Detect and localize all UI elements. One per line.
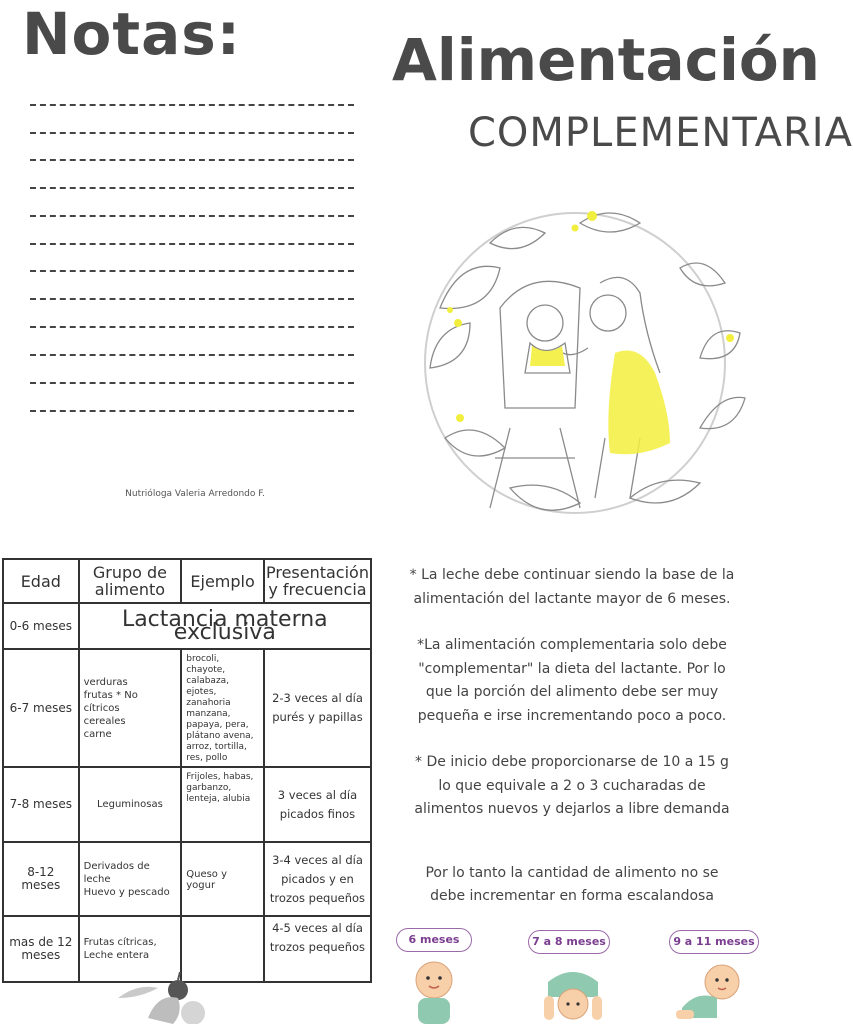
column-header: Edad: [3, 559, 79, 603]
column-header: Grupo de alimento: [79, 559, 182, 603]
table-row: [3, 649, 371, 767]
food-group-item: Frutas cítricas,: [83, 937, 157, 948]
crawling-baby-icon: [538, 962, 608, 1024]
age-badge-7-8-months: 7 a 8 meses: [528, 930, 610, 954]
note-line: [30, 215, 354, 217]
age-badge-6-months: 6 meses: [396, 928, 472, 952]
crawling-baby-icon: [672, 958, 748, 1024]
age-cell: 0-6 meses: [3, 603, 79, 649]
table-row: [3, 842, 371, 916]
feeding-table: [2, 558, 372, 983]
note-line: [30, 159, 354, 161]
note-line: [30, 104, 354, 106]
age-badge-9-11-months: 9 a 11 meses: [669, 930, 759, 954]
note-line: [30, 270, 354, 272]
frequency-cell: 3 veces al día picados finos: [264, 767, 371, 842]
note-line: [30, 132, 354, 134]
column-header: Ejemplo: [181, 559, 264, 603]
exclusive-breastfeeding-cell: Lactancia materna exclusiva: [79, 603, 371, 649]
example-cell: Frijoles, habas, garbanzo, lenteja, alubia: [181, 767, 264, 842]
food-group-item: Huevo y pescado: [83, 886, 170, 898]
food-group-cell: [79, 842, 182, 916]
age-cell: 6-7 meses: [3, 649, 79, 767]
note-line: [30, 382, 354, 384]
food-group-item: frutas * No cítricos: [83, 689, 138, 714]
food-group-cell: Leguminosas: [79, 767, 182, 842]
column-header: Presentación y frecuencia: [264, 559, 371, 603]
author-credit: Nutrióloga Valeria Arredondo F.: [125, 489, 265, 499]
example-cell: Queso y yogur: [181, 842, 264, 916]
recommendation-paragraph: Por lo tanto la cantidad de alimento no se debe incrementar en forma escalandosa: [425, 864, 719, 904]
food-group-cell: [79, 649, 182, 767]
recommendation-paragraph: * De inicio debe proporcionarse de 10 a 15 g lo que equivale a 2 o 3 cucharadas de alimentos nuevos y dejarlos a libre demanda: [414, 754, 730, 817]
age-cell: 8-12 meses: [3, 842, 79, 916]
food-group-item: cereales: [83, 715, 126, 727]
food-group-item: Leche entera: [83, 950, 150, 961]
recommendation-paragraph: *La alimentación complementaria solo debe "complementar" la dieta del lactante. Por lo que la porción del alimento debe ser muy pequeña e irse incrementando poco a poco.: [417, 637, 727, 724]
sitting-baby-icon: [406, 958, 462, 1024]
page-subtitle: COMPLEMENTARIA: [468, 110, 853, 156]
page-title: Alimentación: [392, 26, 820, 94]
table-row: [3, 603, 371, 649]
frequency-cell: 3-4 veces al día picados y en trozos pequeños: [264, 842, 371, 916]
table-header-row: [3, 559, 371, 603]
note-line: [30, 187, 354, 189]
food-group-item: verduras: [83, 676, 128, 688]
mother-feeding-baby-illustration: [400, 198, 760, 528]
food-icons-decoration: [108, 968, 218, 1024]
note-line: [30, 243, 354, 245]
note-line: [30, 354, 354, 356]
frequency-cell: 2-3 veces al día purés y papillas: [264, 649, 371, 767]
age-cell: mas de 12 meses: [3, 916, 79, 982]
food-group-item: Derivados de leche: [83, 860, 150, 885]
recommendations-text: [408, 564, 736, 932]
note-line: [30, 326, 354, 328]
age-cell: 7-8 meses: [3, 767, 79, 842]
food-group-item: carne: [83, 728, 112, 740]
frequency-cell: 4-5 veces al día trozos pequeños: [264, 916, 371, 982]
recommendation-paragraph: * La leche debe continuar siendo la base de la alimentación del lactante mayor de 6 meses.: [409, 567, 735, 607]
note-line: [30, 410, 354, 412]
notes-title: Notas:: [22, 0, 241, 68]
example-cell: brocoli, chayote, calabaza, ejotes, zanahoria manzana, papaya, pera, plátano avena, arroz, tortilla, res, pollo: [181, 649, 264, 767]
note-line: [30, 298, 354, 300]
table-row: [3, 767, 371, 842]
